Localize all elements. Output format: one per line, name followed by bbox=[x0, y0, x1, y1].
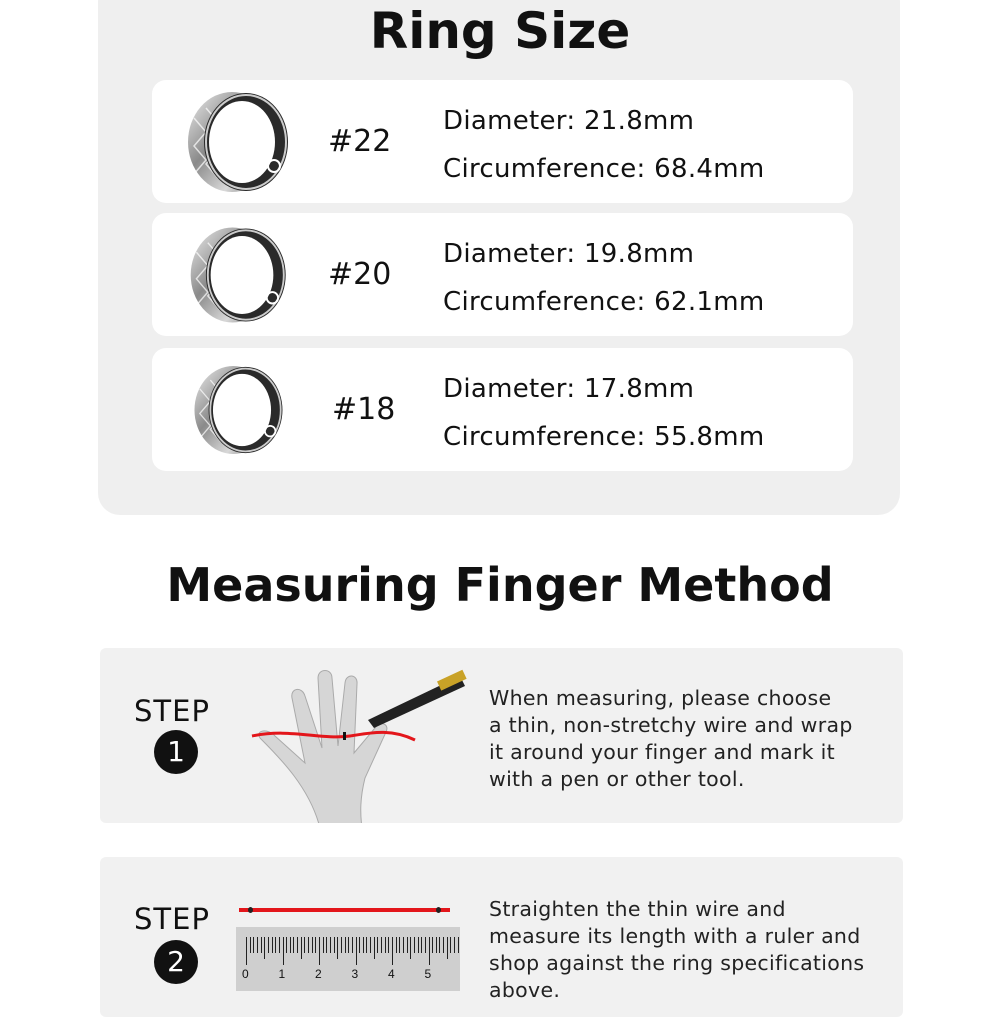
diameter: Diameter: 21.8mm bbox=[443, 106, 695, 136]
ruler-tick bbox=[403, 937, 404, 953]
ruler-tick bbox=[348, 937, 349, 953]
ruler-label: 2 bbox=[315, 967, 322, 981]
ruler-label: 5 bbox=[424, 967, 432, 981]
ruler-tick bbox=[293, 937, 294, 953]
ruler-tick bbox=[308, 937, 309, 953]
ruler-label: 1 bbox=[278, 967, 286, 981]
ring-size-title: Ring Size bbox=[369, 2, 631, 60]
step-1-panel bbox=[100, 648, 903, 823]
ruler-tick bbox=[272, 937, 273, 953]
desc-line: measure its length with a ruler and bbox=[489, 924, 861, 948]
ruler-tick bbox=[359, 937, 360, 953]
circumference: Circumference: 68.4mm bbox=[443, 154, 765, 184]
desc-line: above. bbox=[489, 978, 561, 1002]
ruler-tick bbox=[297, 937, 298, 953]
desc-line: When measuring, please choose bbox=[489, 686, 832, 710]
ruler bbox=[236, 927, 460, 991]
size-label: #22 bbox=[328, 124, 392, 159]
ruler-tick bbox=[246, 937, 247, 965]
step-number-badge: 1 bbox=[154, 730, 198, 774]
size-card-22 bbox=[152, 80, 853, 203]
ruler-tick bbox=[396, 937, 397, 953]
ruler-tick bbox=[341, 937, 342, 953]
ruler-tick bbox=[458, 937, 459, 953]
ruler-label: 3 bbox=[351, 967, 359, 981]
ruler-tick bbox=[454, 937, 455, 953]
ring-image bbox=[182, 88, 302, 196]
step-label: STEP bbox=[134, 902, 210, 936]
ruler-label: 0 bbox=[242, 967, 249, 981]
ruler-tick bbox=[345, 937, 346, 953]
ring-image bbox=[185, 224, 299, 327]
ruler-tick bbox=[374, 937, 375, 959]
ruler-tick bbox=[356, 937, 357, 965]
ruler-tick bbox=[421, 937, 422, 953]
step-2-description bbox=[489, 896, 864, 1004]
step-number-badge: 2 bbox=[154, 940, 198, 984]
method-title: Measuring Finger Method bbox=[166, 558, 834, 612]
ruler-tick bbox=[326, 937, 327, 953]
circumference: Circumference: 55.8mm bbox=[443, 422, 765, 452]
ruler-label: 4 bbox=[388, 967, 395, 981]
ruler-tick bbox=[312, 937, 313, 953]
desc-line: it around your finger and mark it bbox=[489, 740, 835, 764]
step-1-description bbox=[489, 685, 853, 793]
ruler-tick bbox=[275, 937, 276, 953]
step-2-panel bbox=[100, 857, 903, 1017]
ruler-tick bbox=[377, 937, 378, 953]
ruler-tick bbox=[286, 937, 287, 953]
ruler-tick bbox=[301, 937, 302, 959]
ruler-tick bbox=[319, 937, 320, 965]
diameter: Diameter: 19.8mm bbox=[443, 239, 695, 269]
ruler-tick bbox=[250, 937, 251, 953]
ruler-tick bbox=[264, 937, 265, 959]
ruler-tick bbox=[363, 937, 364, 953]
ruler-tick bbox=[450, 937, 451, 953]
hand-wire-illustration bbox=[250, 668, 480, 823]
diameter: Diameter: 17.8mm bbox=[443, 374, 695, 404]
straight-wire bbox=[239, 908, 450, 912]
ruler-tick bbox=[439, 937, 440, 953]
size-card-18 bbox=[152, 348, 853, 471]
ruler-tick bbox=[268, 937, 269, 953]
ruler-tick bbox=[414, 937, 415, 953]
ruler-tick bbox=[429, 937, 430, 965]
ruler-tick bbox=[330, 937, 331, 953]
ring-image bbox=[189, 362, 295, 457]
desc-line: a thin, non-stretchy wire and wrap bbox=[489, 713, 853, 737]
ruler-tick bbox=[385, 937, 386, 953]
ruler-tick bbox=[253, 937, 254, 953]
ruler-tick bbox=[407, 937, 408, 953]
ruler-tick bbox=[304, 937, 305, 953]
ruler-tick bbox=[290, 937, 291, 953]
ruler-tick bbox=[352, 937, 353, 953]
ruler-tick bbox=[366, 937, 367, 953]
ruler-tick bbox=[399, 937, 400, 953]
size-label: #20 bbox=[328, 257, 392, 292]
ruler-tick bbox=[315, 937, 316, 953]
desc-line: Straighten the thin wire and bbox=[489, 897, 786, 921]
ruler-tick bbox=[283, 937, 284, 965]
ruler-tick bbox=[257, 937, 258, 953]
ruler-tick bbox=[432, 937, 433, 953]
ruler-tick bbox=[410, 937, 411, 959]
size-label: #18 bbox=[332, 392, 396, 427]
ruler-tick bbox=[425, 937, 426, 953]
step-label: STEP bbox=[134, 694, 210, 728]
ruler-tick bbox=[337, 937, 338, 959]
ruler-tick bbox=[388, 937, 389, 953]
desc-line: with a pen or other tool. bbox=[489, 767, 745, 791]
desc-line: shop against the ring specifications bbox=[489, 951, 865, 975]
size-card-20 bbox=[152, 213, 853, 336]
pen-icon bbox=[368, 670, 467, 728]
ruler-tick bbox=[370, 937, 371, 953]
ruler-tick bbox=[261, 937, 262, 953]
ruler-tick bbox=[447, 937, 448, 959]
ruler-tick bbox=[392, 937, 393, 965]
ruler-tick bbox=[279, 937, 280, 953]
circumference: Circumference: 62.1mm bbox=[443, 287, 765, 317]
ruler-tick bbox=[436, 937, 437, 953]
ruler-tick bbox=[443, 937, 444, 953]
ruler-tick bbox=[323, 937, 324, 953]
ruler-tick bbox=[381, 937, 382, 953]
ruler-tick bbox=[418, 937, 419, 953]
ruler-tick bbox=[334, 937, 335, 953]
